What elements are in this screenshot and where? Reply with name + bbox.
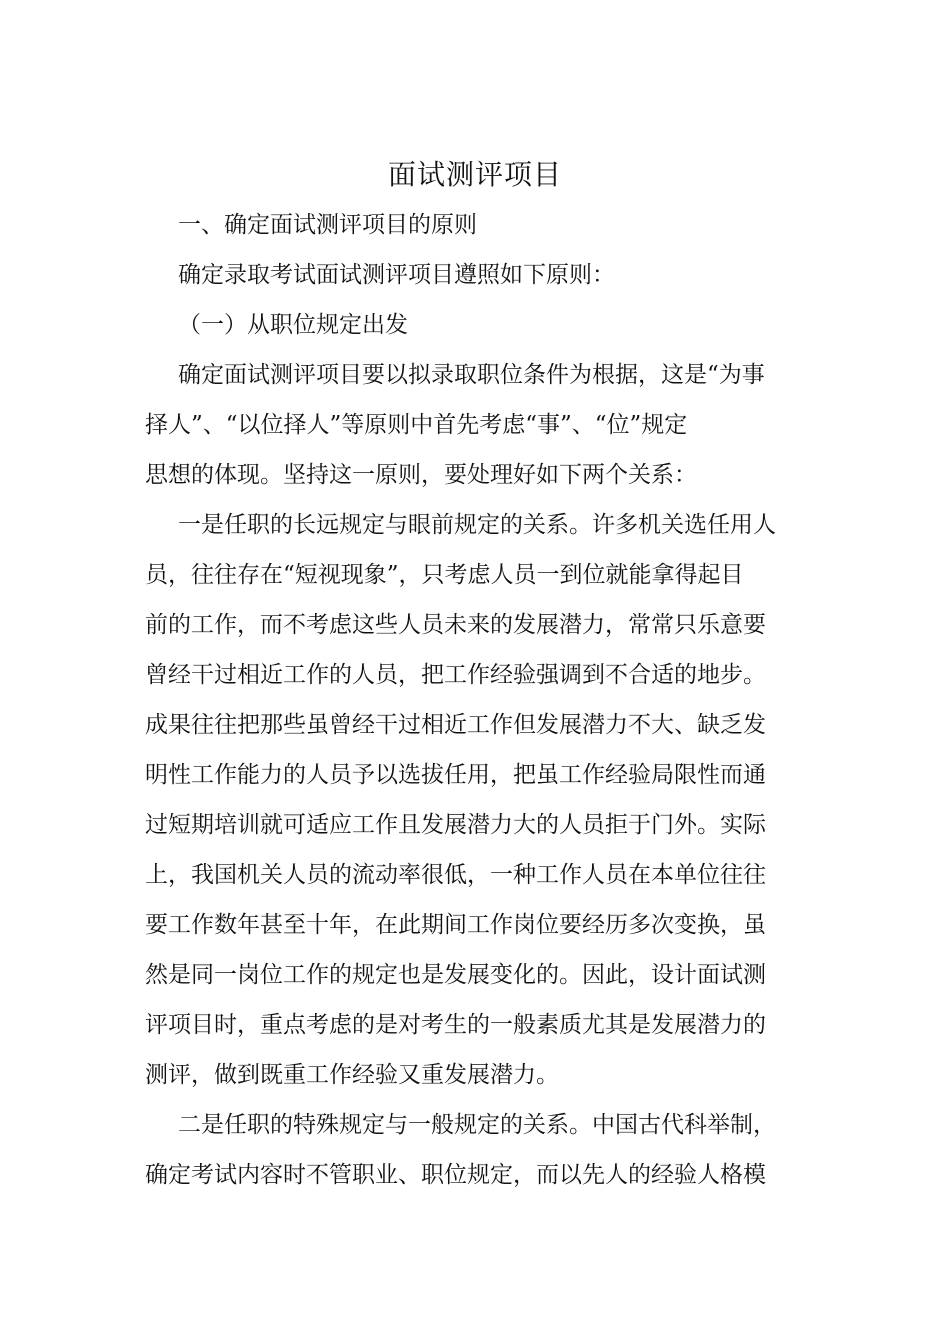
paragraph-line: 一是任职的长远规定与眼前规定的关系。许多机关选任用人 (178, 512, 776, 538)
paragraph-line: 上，我国机关人员的流动率很低，一种工作人员在本单位往往 (145, 862, 766, 888)
section-heading-principles: 一、确定面试测评项目的原则 (178, 212, 477, 238)
paragraph-line: 确定考试内容时不管职业、职位规定，而以先人的经验人格模 (145, 1162, 766, 1188)
paragraph-line: 然是同一岗位工作的规定也是发展变化的。因此，设计面试测 (145, 962, 766, 988)
subsection-heading: （一）从职位规定出发 (178, 312, 408, 338)
paragraph-line: 测评，做到既重工作经验又重发展潜力。 (145, 1062, 559, 1088)
paragraph-line: 过短期培训就可适应工作且发展潜力大的人员拒于门外。实际 (145, 812, 766, 838)
paragraph-line: 确定面试测评项目要以拟录取职位条件为根据，这是“为事 (178, 362, 765, 388)
paragraph-line: 员，往往存在“短视现象”，只考虑人员一到位就能拿得起目 (145, 562, 744, 588)
paragraph-line: 思想的体现。坚持这一原则，要处理好如下两个关系： (145, 462, 697, 488)
paragraph-line: 前的工作，而不考虑这些人员未来的发展潜力，常常只乐意要 (145, 612, 766, 638)
paragraph-line: 曾经干过相近工作的人员，把工作经验强调到不合适的地步。 (145, 662, 766, 688)
paragraph-line: 二是任职的特殊规定与一般规定的关系。中国古代科举制， (178, 1112, 776, 1138)
document-title: 面试测评项目 (387, 158, 562, 191)
paragraph-line: 评项目时，重点考虑的是对考生的一般素质尤其是发展潜力的 (145, 1012, 766, 1038)
paragraph-line: 择人”、“以位择人”等原则中首先考虑“事”、“位”规定 (145, 412, 688, 438)
paragraph-line: 要工作数年甚至十年，在此期间工作岗位要经历多次变换，虽 (145, 912, 766, 938)
paragraph-line: 明性工作能力的人员予以选拔任用，把虽工作经验局限性而通 (145, 762, 766, 788)
paragraph-line: 成果往往把那些虽曾经干过相近工作但发展潜力不大、缺乏发 (145, 712, 766, 738)
paragraph-line: 确定录取考试面试测评项目遵照如下原则： (178, 262, 615, 288)
